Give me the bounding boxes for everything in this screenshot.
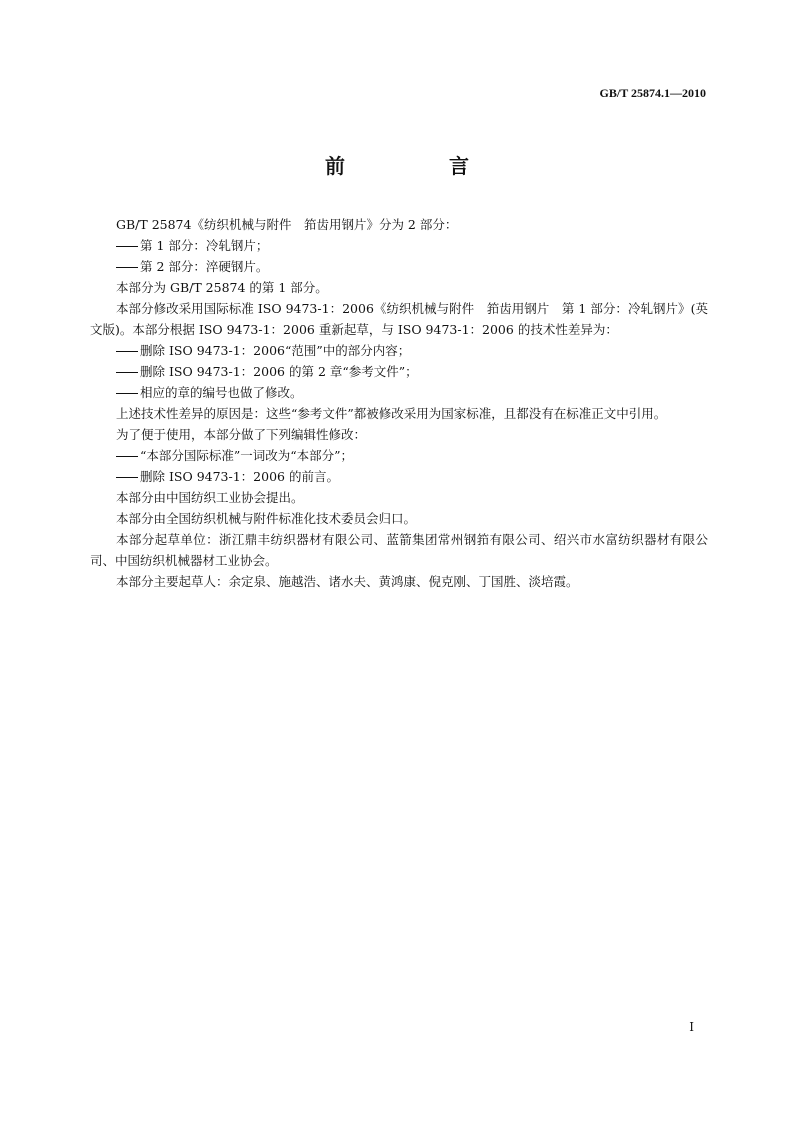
list-item-text: “本部分国际标准”一词改为“本部分”； [140, 448, 354, 463]
dash-mark [116, 351, 138, 352]
list-item-text: 删除 ISO 9473-1：2006 的前言。 [140, 469, 339, 484]
paragraph: 为了便于使用，本部分做了下列编辑性修改： [116, 427, 367, 442]
dash-mark [116, 246, 138, 247]
list-item-text: 第 2 部分：淬硬钢片。 [140, 259, 269, 274]
list-item [90, 382, 708, 403]
document-body [90, 214, 708, 592]
paragraph: GB/T 25874《纺织机械与附件 筘齿用钢片》分为 2 部分： [116, 217, 458, 232]
paragraph: 本部分起草单位：浙江鼎丰纺织器材有限公司、蓝箭集团常州钢筘有限公司、绍兴市水富纺织器材有限公司、中国纺织机械器材工业协会。 [90, 532, 708, 568]
list-item [90, 256, 708, 277]
list-item [90, 361, 708, 382]
paragraph: 本部分由全国纺织机械与附件标准化技术委员会归口。 [116, 511, 417, 526]
dash-mark [116, 267, 138, 268]
paragraph: 本部分由中国纺织工业协会提出。 [116, 490, 304, 505]
list-item [90, 235, 708, 256]
list-item-text: 删除 ISO 9473-1：2006 的第 2 章“参考文件”； [140, 364, 418, 379]
list-item-text: 第 1 部分：冷轧钢片； [140, 238, 269, 253]
standard-code: GB/T 25874.1—2010 [599, 86, 706, 100]
dash-mark [116, 456, 138, 457]
list-item [90, 340, 708, 361]
list-item [90, 445, 708, 466]
page-number: I [689, 1020, 694, 1034]
dash-mark [116, 372, 138, 373]
dash-mark [116, 477, 138, 478]
list-item-text: 删除 ISO 9473-1：2006“范围”中的部分内容； [140, 343, 411, 358]
list-item-text: 相应的章的编号也做了修改。 [140, 385, 303, 400]
paragraph: 上述技术性差异的原因是：这些“参考文件”都被修改采用为国家标准，且都没有在标准正文中引用。 [116, 406, 667, 421]
dash-mark [116, 393, 138, 394]
paragraph: 本部分主要起草人：余定泉、施越浩、诸水夫、黄鸿康、倪克刚、丁国胜、淡培霞。 [116, 574, 579, 589]
paragraph: 本部分修改采用国际标准 ISO 9473-1：2006《纺织机械与附件 筘齿用钢片 第 1 部分：冷轧钢片》(英文版)。本部分根据 ISO 9473-1：2006 重新起草，与 ISO 9473-1：2006 的技术性差异为： [90, 301, 708, 337]
page-title: 前 言 [325, 154, 511, 178]
list-item [90, 466, 708, 487]
paragraph: 本部分为 GB/T 25874 的第 1 部分。 [116, 280, 328, 295]
